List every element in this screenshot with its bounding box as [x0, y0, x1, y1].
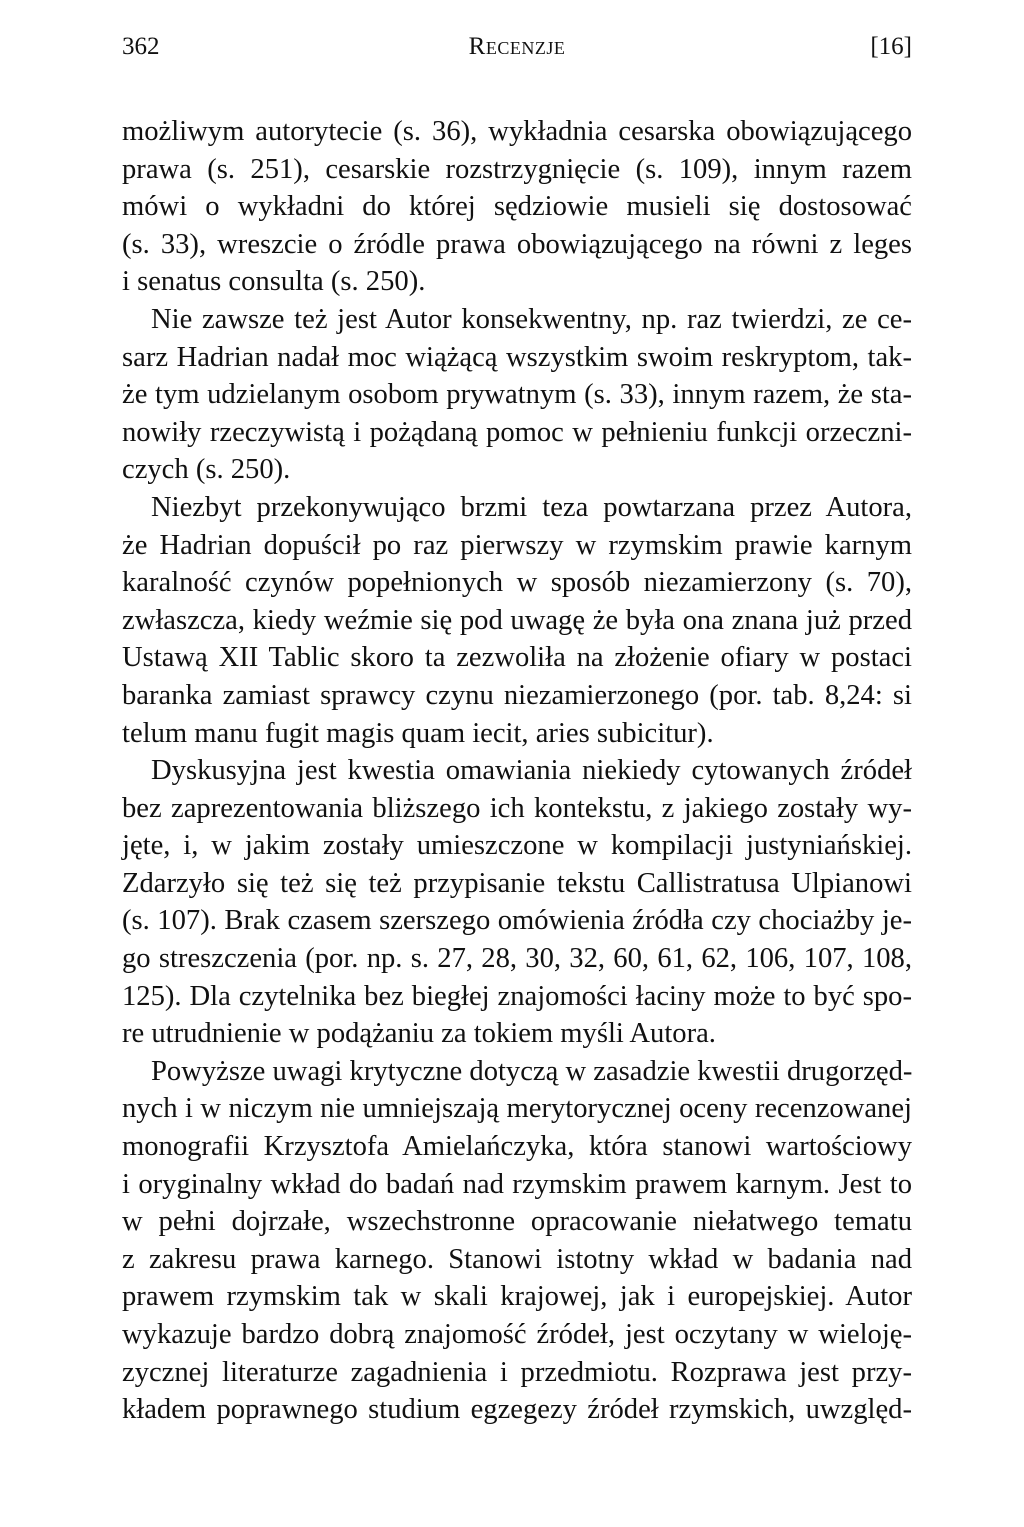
- text-line: (s. 33), wreszcie o źródle prawa obowiązującego na równi z leges: [122, 228, 912, 260]
- text-line: go streszczenia (por. np. s. 27, 28, 30, 32, 60, 61, 62, 106, 107, 108,: [122, 943, 912, 975]
- text-line: Zdarzyło się też się też przypisanie tekstu Callistratusa Ulpianowi: [122, 867, 912, 899]
- text-line: z zakresu prawa karnego. Stanowi istotny wkład w badania nad: [122, 1243, 912, 1275]
- paragraph: [122, 1053, 912, 1429]
- text-line: Ustawą XII Tablic skoro ta zezwoliła na złożenie ofiary w postaci: [122, 642, 912, 674]
- text-line: Nie zawsze też jest Autor konsekwentny, np. raz twierdzi, ze ce-: [151, 303, 912, 335]
- text-line: jęte, i, w jakim zostały umieszczone w kompilacji justyniańskiej.: [122, 830, 912, 862]
- text-line: że tym udzielanym osobom prywatnym (s. 33), innym razem, że sta-: [122, 379, 912, 411]
- text-line: że Hadrian dopuścił po raz pierwszy w rzymskim prawie karnym: [122, 529, 912, 561]
- body-text: [122, 113, 912, 1429]
- text-line: baranka zamiast sprawcy czynu niezamierzonego (por. tab. 8,24: si: [122, 679, 912, 711]
- text-line: mówi o wykładni do której sędziowie musieli się dostosować: [122, 191, 912, 223]
- text-line: 125). Dla czytelnika bez biegłej znajomości łaciny może to być spo-: [122, 980, 912, 1012]
- text-line: możliwym autorytecie (s. 36), wykładnia cesarska obowiązującego: [122, 116, 912, 147]
- paragraph: [122, 113, 912, 301]
- text-line: i oryginalny wkład do badań nad rzymskim prawem karnym. Jest to: [122, 1168, 912, 1200]
- text-line: wykazuje bardzo dobrą znajomość źródeł, jest oczytany w wieloję-: [122, 1319, 912, 1350]
- text-line: monografii Krzysztofa Amielańczyka, która stanowi wartościowy: [122, 1131, 912, 1163]
- text-line: nowiły rzeczywistą i pożądaną pomoc w pełnieniu funkcji orzeczni-: [122, 416, 912, 448]
- paragraph: [122, 489, 912, 752]
- paragraph: [122, 301, 912, 489]
- text-line: kładem poprawnego studium egzegezy źródeł rzymskich, uwzględ-: [122, 1394, 912, 1426]
- page-number: 362: [122, 33, 160, 60]
- text-line: czych (s. 250).: [122, 454, 291, 486]
- running-header: [122, 30, 912, 64]
- text-line: karalność czynów popełnionych w sposób niezamierzony (s. 70),: [122, 567, 912, 599]
- text-line: w pełni dojrzałe, wszechstronne opracowanie niełatwego tematu: [122, 1206, 912, 1238]
- text-line: telum manu fugit magis quam iecit, aries subicitur).: [122, 717, 714, 749]
- text-line: zwłaszcza, kiedy weźmie się pod uwagę że była ona znana już przed: [122, 604, 912, 636]
- text-line: Dyskusyjna jest kwestia omawiania niekiedy cytowanych źródeł: [151, 755, 912, 787]
- text-line: re utrudnienie w podążaniu za tokiem myśli Autora.: [122, 1018, 716, 1050]
- text-line: bez zaprezentowania bliższego ich kontekstu, z jakiego zostały wy-: [122, 792, 912, 824]
- text-line: prawa (s. 251), cesarskie rozstrzygnięcie (s. 109), innym razem: [122, 153, 912, 185]
- text-line: Niezbyt przekonywująco brzmi teza powtarzana przez Autora,: [151, 491, 912, 523]
- section-title: Recenzje: [468, 33, 566, 60]
- text-line: sarz Hadrian nadał moc wiążącą wszystkim swoim reskryptom, tak-: [122, 341, 912, 373]
- paragraph: [122, 752, 912, 1053]
- text-line: Powyższe uwagi krytyczne dotyczą w zasadzie kwestii drugorzęd-: [151, 1055, 913, 1087]
- text-line: nych i w niczym nie umniejszają merytorycznej oceny recenzowanej: [122, 1093, 912, 1125]
- text-line: zycznej literaturze zagadnienia i przedmiotu. Rozprawa jest przy-: [122, 1356, 912, 1388]
- text-line: (s. 107). Brak czasem szerszego omówienia źródła czy chociażby je-: [122, 905, 912, 937]
- page-tag: [16]: [870, 33, 912, 60]
- text-line: prawem rzymskim tak w skali krajowej, jak i europejskiej. Autor: [122, 1281, 912, 1313]
- text-line: i senatus consulta (s. 250).: [122, 266, 426, 298]
